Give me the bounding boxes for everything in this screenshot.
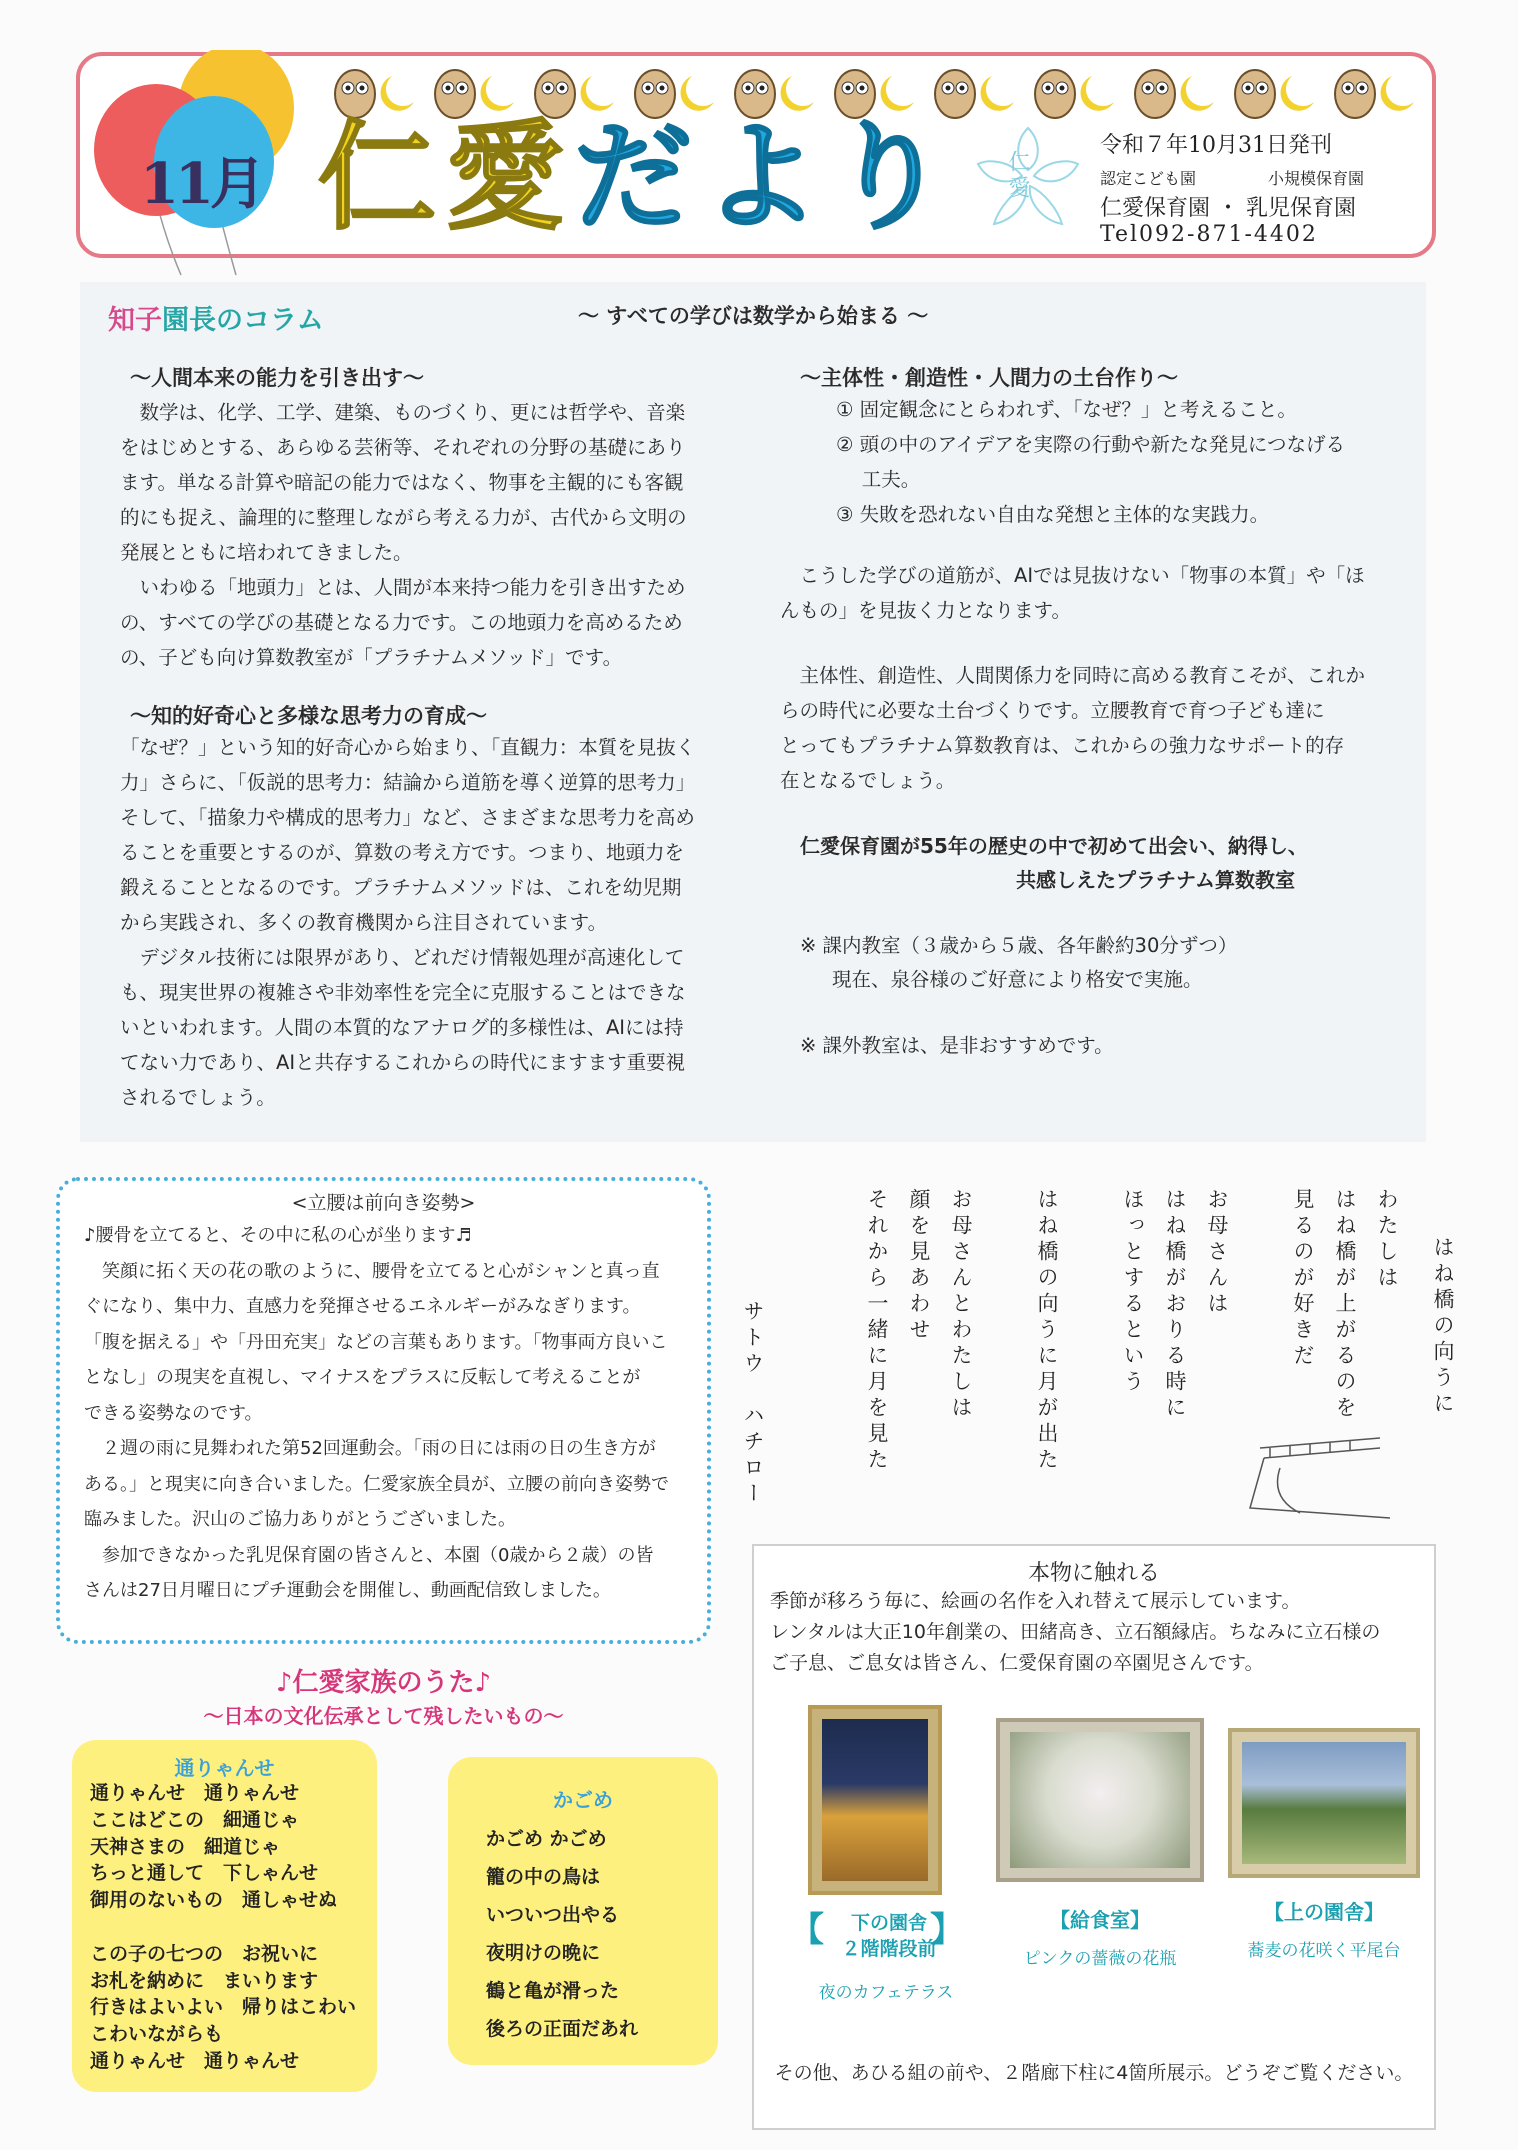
column-main-title: ～ すべての学びは数学から始まる ～ xyxy=(578,304,929,328)
song1-title: 通りゃんせ xyxy=(174,1756,275,1780)
text-line: できる姿勢なのです。 xyxy=(84,1402,263,1424)
lyric-line: 通りゃんせ 通りゃんせ xyxy=(90,1782,300,1804)
art3-caption: 蕎麦の花咲く平尾台 xyxy=(1247,1941,1401,1961)
songs-subheading: ～日本の文化伝承として残したいもの～ xyxy=(203,1704,564,1728)
text-line: てない力であり、AIと共存するこれからの時代にますます重要視 xyxy=(120,1051,686,1074)
moon-icon xyxy=(381,76,414,111)
moon-icon xyxy=(681,76,714,111)
text-line: ぐになり、集中力、直感力を発揮させるエネルギーがみなぎります。 xyxy=(84,1296,641,1317)
text-line: ご子息、ご息女は皆さん、仁愛保育園の卒園児さんです。 xyxy=(770,1652,1264,1674)
section-1-body xyxy=(120,395,687,675)
type-label-left: 認定こども園 xyxy=(1100,169,1197,188)
telephone: Tel092-871-4402 xyxy=(1100,222,1318,247)
poem-line: お母さんとわたしは xyxy=(949,1188,973,1422)
text-line: も、現実世界の複雑さや非効率性を完全に克服することはできな xyxy=(120,981,686,1004)
column-label-part1: 知子 xyxy=(108,305,162,336)
text-line: ある。」と現実に向き合いました。仁愛家族全員が、立腰の前向き姿勢で xyxy=(84,1473,669,1495)
moon-icon xyxy=(881,76,914,111)
title-text: 仁愛だより xyxy=(318,108,959,246)
poem-line: わたしは xyxy=(1375,1188,1399,1292)
text-line: されるでしょう。 xyxy=(120,1086,276,1109)
text-line: 季節が移ろう毎に、絵画の名作を入れ替えて展示しています。 xyxy=(770,1590,1301,1612)
lyric-line: この子の七つの お祝いに xyxy=(90,1942,319,1965)
paragraph-1 xyxy=(780,558,1365,628)
lyric-line: 夜明けの晩に xyxy=(486,1942,601,1964)
note-1-line-1: ※ 課内教室（３歳から５歳、各年齢約30分ずつ） xyxy=(800,934,1238,957)
art2-caption: ピンクの薔薇の花瓶 xyxy=(1023,1949,1177,1969)
text-line: いわゆる「地頭力」とは、人間が本来持つ能力を引き出すため xyxy=(120,576,686,599)
art2-location: 【給食室】 xyxy=(1050,1908,1150,1932)
text-line: の、子ども向け算数教室が「プラチナムメソッド」です。 xyxy=(120,646,623,669)
section-title-2: ～知的好奇心と多様な思考力の育成～ xyxy=(130,704,487,728)
text-line: 笑顔に拓く天の花の歌のように、腰骨を立てると心がシャンと真っ直 xyxy=(84,1260,660,1282)
paragraph-2 xyxy=(780,658,1365,798)
moon-icon xyxy=(1381,76,1414,111)
posture-title: <立腰は前向き姿勢> xyxy=(291,1192,476,1214)
painting-cafe-terrace xyxy=(808,1705,942,1895)
text-line: ることを重要とするのが、算数の考え方です。つまり、地頭力を xyxy=(120,841,684,864)
month-label: 11月 xyxy=(140,151,262,217)
art1-location-1: 下の園舎 xyxy=(850,1912,927,1934)
text-line: の、すべての学びの基礎となる力です。この地頭力を高めるため xyxy=(120,611,683,634)
moon-icon xyxy=(481,76,514,111)
text-line: さんは27日月曜日にプチ運動会を開催し、動画配信致しました。 xyxy=(84,1580,611,1601)
text-line: 工夫。 xyxy=(836,468,921,491)
section-title-1: ～人間本来の能力を引き出す～ xyxy=(130,366,424,390)
song2-title: かごめ xyxy=(553,1788,613,1812)
poem-line: はね橋の向うに月が出た xyxy=(1035,1188,1059,1474)
text-line: こうした学びの道筋が、AIでは見抜けない「物事の本質」や「ほ xyxy=(780,564,1365,587)
text-line: 発展とともに培われてきました。 xyxy=(120,541,413,564)
text-line: 力」さらに、「仮説的思考力：結論から道筋を導く逆算的思考力」 xyxy=(120,771,696,794)
song1-lyrics xyxy=(90,1780,356,2075)
bracket-left: 【 xyxy=(790,1910,824,1950)
school-names: 仁愛保育園 ・ 乳児保育園 xyxy=(1100,196,1356,221)
text-line: ♪腰骨を立てると、その中に私の心が坐ります♬ xyxy=(84,1225,472,1246)
lyric-line: お札を納めに まいります xyxy=(90,1969,319,1992)
lyric-line: 天神さまの 細道じゃ xyxy=(90,1835,281,1858)
poem-line: それから一緒に月を見た xyxy=(865,1188,889,1474)
column-label-part2: 園長のコラム xyxy=(162,305,324,336)
text-line: とってもプラチナム算数教育は、これからの強力なサポート的存 xyxy=(780,734,1345,757)
moon-icon xyxy=(981,76,1014,111)
note-2: ※ 課外教室は、是非おすすめです。 xyxy=(800,1034,1114,1057)
text-line: ② 頭の中のアイデアを実際の行動や新たな発見につなげる xyxy=(836,433,1346,456)
poem-line: ほっとするという xyxy=(1121,1188,1145,1396)
moon-icon xyxy=(1081,76,1114,111)
text-line: らの時代に必要な土台づくりです。立腰教育で育つ子ども達に xyxy=(780,699,1325,722)
lyric-line: いついつ出やる xyxy=(486,1904,620,1926)
moon-icon xyxy=(1281,76,1314,111)
column-label xyxy=(108,298,324,337)
poem-author: サトウ ハチロー xyxy=(741,1300,765,1508)
painting-hiraodai xyxy=(1228,1728,1420,1878)
lyric-line: 後ろの正面だあれ xyxy=(486,2018,639,2040)
section-2-body xyxy=(120,730,695,1115)
text-line: ③ 失敗を恐れない自由な発想と主体的な実践力。 xyxy=(836,503,1270,526)
painting-rose-vase xyxy=(996,1718,1204,1882)
art-intro xyxy=(770,1586,1380,1679)
bold-line-1: 仁愛保育園が55年の歴史の中で初めて出会い、納得し、 xyxy=(800,834,1308,858)
owl-icon xyxy=(1135,70,1175,118)
note-1-line-2: 現在、泉谷様のご好意により格安で実施。 xyxy=(832,968,1203,991)
text-line: となし」の現実を直視し、マイナスをプラスに反転して考えることが xyxy=(84,1367,641,1388)
text-line: をはじめとする、あらゆる芸術等、それぞれの分野の基礎にあり xyxy=(120,436,686,459)
lyric-line: 御用のないもの 通しゃせぬ xyxy=(90,1889,338,1912)
poem-line: はね橋がおりる時に xyxy=(1163,1188,1187,1422)
owl-icon xyxy=(1035,70,1075,118)
text-line: デジタル技術には限界があり、どれだけ情報処理が高速化して xyxy=(120,946,685,969)
art-title: 本物に触れる xyxy=(1027,1561,1160,1586)
posture-body xyxy=(84,1218,669,1609)
moon-icon xyxy=(781,76,814,111)
text-line: ます。単なる計算や暗記の能力ではなく、物事を主観的にも客観 xyxy=(120,471,684,494)
text-line: 参加できなかった乳児保育園の皆さんと、本園（0歳から２歳）の皆 xyxy=(84,1544,654,1566)
text-line: いといわれます。人間の本質的なアナログ的多様性は、AIには持 xyxy=(120,1016,684,1039)
moon-icon xyxy=(1181,76,1214,111)
song2-lyrics xyxy=(486,1820,638,2048)
lyric-line: ここはどこの 細通じゃ xyxy=(90,1808,300,1831)
text-line: から実践され、多くの教育機関から注目されています。 xyxy=(120,911,608,934)
type-label-right: 小規模保育園 xyxy=(1268,169,1365,188)
emblem-text: 仁愛 xyxy=(1005,150,1030,202)
text-line: 鍛えることとなるのです。プラチナムメソッドは、これを幼児期 xyxy=(120,876,682,899)
newsletter-title xyxy=(318,108,959,246)
drawbridge-sketch-icon xyxy=(1240,1418,1400,1528)
section-3-body xyxy=(836,392,1345,532)
text-line: 的にも捉え、論理的に整理しながら考える力が、古代から文明の xyxy=(120,506,687,529)
lyric-line: こわいながらも xyxy=(90,2023,224,2046)
poem-line: はね橋が上がるのを xyxy=(1333,1188,1357,1422)
bold-line-2: 共感しえたプラチナム算数教室 xyxy=(1016,868,1295,892)
text-line: 臨みました。沢山のご協力ありがとうございました。 xyxy=(84,1509,516,1530)
text-line: んもの」を見抜く力となります。 xyxy=(780,599,1071,622)
lyric-line: 行きはよいよい 帰りはこわい xyxy=(90,1996,357,2019)
poem-line: 見るのが好きだ xyxy=(1291,1188,1315,1370)
text-line: 数学は、化学、工学、建築、ものづくり、更には哲学や、音楽 xyxy=(120,401,686,424)
poem-line: お母さんは xyxy=(1205,1188,1229,1318)
songs-heading: ♪仁愛家族のうた♪ xyxy=(275,1668,492,1698)
text-line: 「腹を据える」や「丹田充実」などの言葉もあります。「物事両方良いこ xyxy=(84,1331,668,1353)
text-line: 「なぜ？」という知的好奇心から始まり、「直観力：本質を見抜く xyxy=(120,736,696,759)
owl-icon xyxy=(1335,70,1375,118)
art3-location: 【上の園舎】 xyxy=(1264,1900,1384,1924)
art1-location-2: ２階階段前 xyxy=(841,1938,937,1960)
poem-title: はね橋の向うに xyxy=(1431,1236,1455,1418)
text-line: ２週の雨に見舞われた第52回運動会。「雨の日には雨の日の生き方が xyxy=(84,1438,656,1459)
text-line: ① 固定観念にとらわれず、「なぜ？」と考えること。 xyxy=(836,398,1297,421)
text-line: レンタルは大正10年創業の、田緒高き、立石額縁店。ちなみに立石様の xyxy=(770,1621,1381,1643)
lyric-line xyxy=(90,1914,356,1941)
text-line: 主体性、創造性、人間関係力を同時に高める教育こそが、これか xyxy=(780,664,1366,687)
issue-date: 令和７年10月31日発刊 xyxy=(1100,133,1332,158)
text-line: 在となるでしょう。 xyxy=(780,769,956,792)
lyric-line: かごめ かごめ xyxy=(486,1828,607,1850)
section-title-3: ～主体性・創造性・人間力の土台作り～ xyxy=(800,366,1178,390)
lyric-line: ちっと通して 下しゃんせ xyxy=(90,1862,319,1885)
lyric-line: 籠の中の鳥は xyxy=(486,1866,601,1888)
text-line: そして、「描象力や構成的思考力」など、さまざまな思考力を高め xyxy=(120,806,695,829)
lyric-line: 鶴と亀が滑った xyxy=(486,1980,620,2002)
bracket-right: 】 xyxy=(930,1910,964,1950)
art-footer: その他、あひる組の前や、２階廊下柱に4箇所展示。どうぞご覧ください。 xyxy=(774,2062,1414,2084)
art1-caption: 夜のカフェテラス xyxy=(818,1983,954,2003)
poem-line: 顔を見あわせ xyxy=(907,1188,931,1344)
lyric-line: 通りゃんせ 通りゃんせ xyxy=(90,2049,300,2072)
owl-icon xyxy=(1235,70,1275,118)
moon-icon xyxy=(581,76,614,111)
